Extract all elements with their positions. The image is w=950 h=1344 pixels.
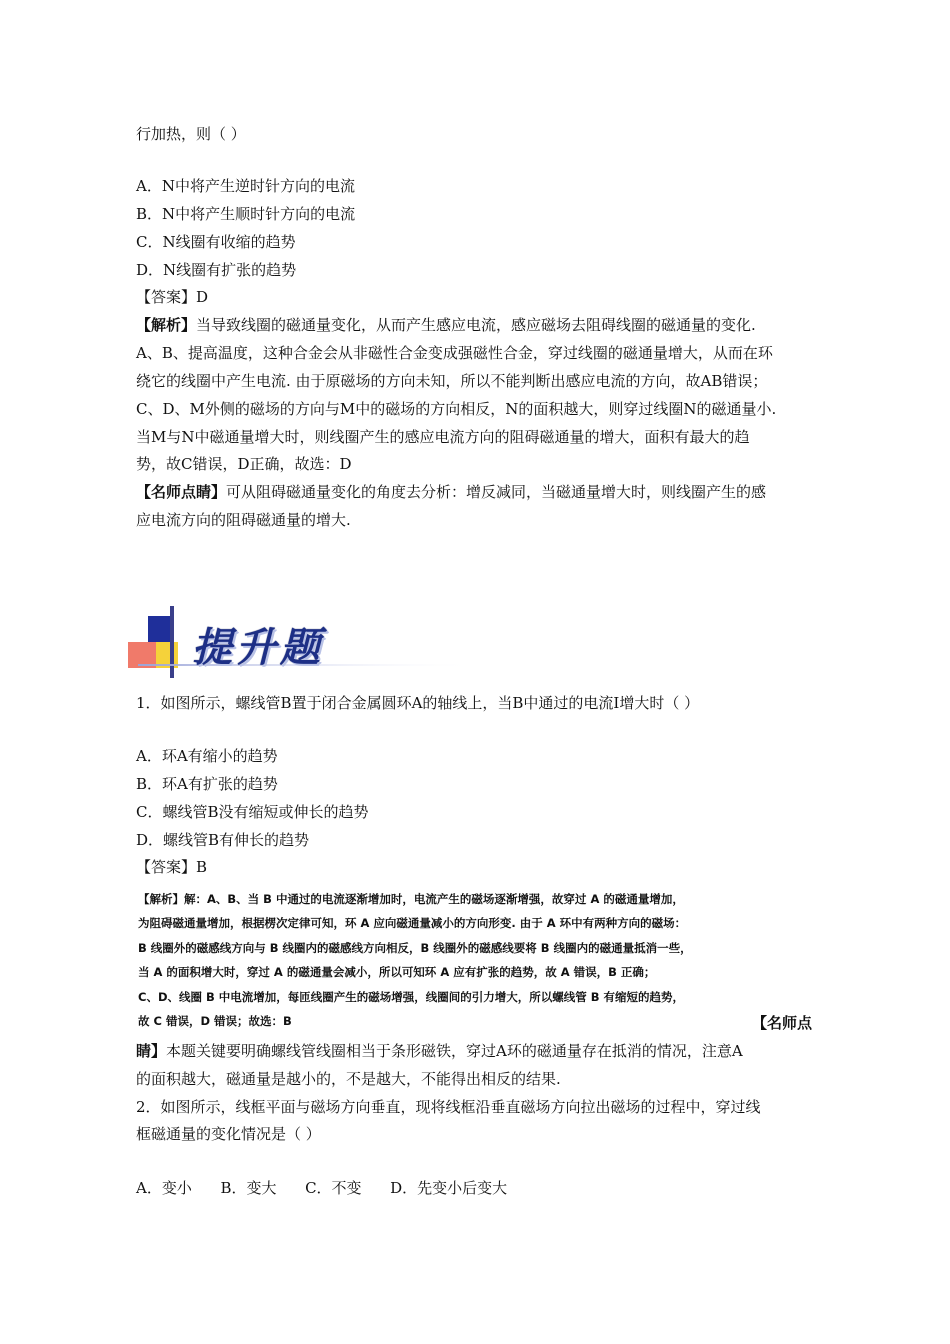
section-title: 提升题: [192, 624, 324, 671]
analysis-line: 势，故C错误，D正确，故选：D: [136, 455, 352, 473]
q1-analysis-line: 为阻碍磁通量增加，根据楞次定律可知，环 A 应向磁通量减小的方向形变. 由于 A 环中有两种方向的磁场：: [138, 916, 687, 930]
analysis-line: A、B、提高温度，这种合金会从非磁性合金变成强磁性合金，穿过线圈的磁通量增大，从而在环: [136, 344, 773, 362]
question-2: 2．如图所示，线框平面与磁场方向垂直，现将线框沿垂直磁场方向拉出磁场的过程中，穿过线: [136, 1098, 761, 1116]
answer: [136, 287, 208, 307]
teacher-tip-line: 应电流方向的阻碍磁通量的增大.: [136, 511, 351, 529]
tip-label: 睛】: [136, 1042, 167, 1060]
q1-option-b: B．环A有扩张的趋势: [136, 775, 278, 793]
q2-options: A．变小 B．变大 C．不变 D．先变小后变大: [136, 1179, 508, 1197]
analysis-label: 【解析】: [138, 892, 184, 906]
question-1: 1．如图所示，螺线管B置于闭合金属圆环A的轴线上，当B中通过的电流I增大时（ ）: [136, 694, 700, 712]
q1-answer: [136, 857, 207, 877]
q1-analysis-line: 故 C 错误，D 错误；故选：B: [138, 1014, 292, 1028]
teacher-tip: 【名师点睛】可从阻碍磁通量变化的角度去分析：增反减同，当磁通量增大时，则线圈产生的感: [136, 483, 767, 501]
option-a: A．N中将产生逆时针方向的电流: [136, 177, 355, 195]
q1-analysis-line: 当 A 的面积增大时，穿过 A 的磁通量会减小，所以可知环 A 应有扩张的趋势，故 A 错误，B 正确；: [138, 965, 656, 979]
option-c: C．N线圈有收缩的趋势: [136, 233, 296, 251]
question-tail: 行加热，则（ ）: [136, 125, 246, 143]
answer-label: 【答案】: [136, 288, 197, 306]
q1-teacher-tip-line: 的面积越大，磁通量是越小的，不是越大，不能得出相反的结果.: [136, 1070, 561, 1088]
answer-value: B: [196, 858, 208, 876]
blue-square: [148, 616, 172, 642]
q1-teacher-tip: 睛】本题关键要明确螺线管线圈相当于条形磁铁，穿过A环的磁通量存在抵消的情况，注意A: [136, 1042, 743, 1060]
vertical-bar: [170, 606, 174, 678]
option-b: B．N中将产生顺时针方向的电流: [136, 205, 356, 223]
q1-analysis-line: B 线圈外的磁感线方向与 B 线圈内的磁感线方向相反，B 线圈外的磁感线要将 B 线圈内的磁通量抵消一些，: [138, 941, 692, 955]
q1-option-c: C．螺线管B没有缩短或伸长的趋势: [136, 803, 369, 821]
analysis-line: 【解析】当导致线圈的磁通量变化，从而产生感应电流，感应磁场去阻碍线圈的磁通量的变化.: [136, 316, 756, 334]
q1-tip-label-start: 【名师点: [752, 1014, 813, 1032]
question-2-line2: 框磁通量的变化情况是（ ）: [136, 1125, 321, 1143]
answer-value: D: [196, 288, 209, 306]
analysis-label: 【解析】: [136, 316, 197, 334]
answer-label: 【答案】: [136, 858, 197, 876]
q1-option-d: D．螺线管B有伸长的趋势: [136, 831, 310, 849]
q1-option-a: A．环A有缩小的趋势: [136, 747, 278, 765]
option-d: D．N线圈有扩张的趋势: [136, 261, 297, 279]
q1-analysis-line: 【解析】解：A、B、当 B 中通过的电流逐渐增加时，电流产生的磁场逐渐增强，故穿过 A 的磁通量增加，: [138, 892, 684, 906]
tip-label: 【名师点睛】: [136, 483, 227, 501]
analysis-line: 绕它的线圈中产生电流. 由于原磁场的方向未知，所以不能判断出感应电流的方向，故AB错误；: [136, 372, 768, 390]
q1-analysis-line: C、D、线圈 B 中电流增加，每匝线圈产生的磁场增强，线圈间的引力增大，所以螺线管 B 有缩短的趋势，: [138, 990, 685, 1004]
analysis-line: C、D、M外侧的磁场的方向与M中的磁场的方向相反，N的面积越大，则穿过线圈N的磁通量小.: [136, 400, 777, 418]
analysis-line: 当M与N中磁通量增大时，则线圈产生的感应电流方向的阻碍磁通量的增大，面积有最大的趋: [136, 428, 750, 446]
